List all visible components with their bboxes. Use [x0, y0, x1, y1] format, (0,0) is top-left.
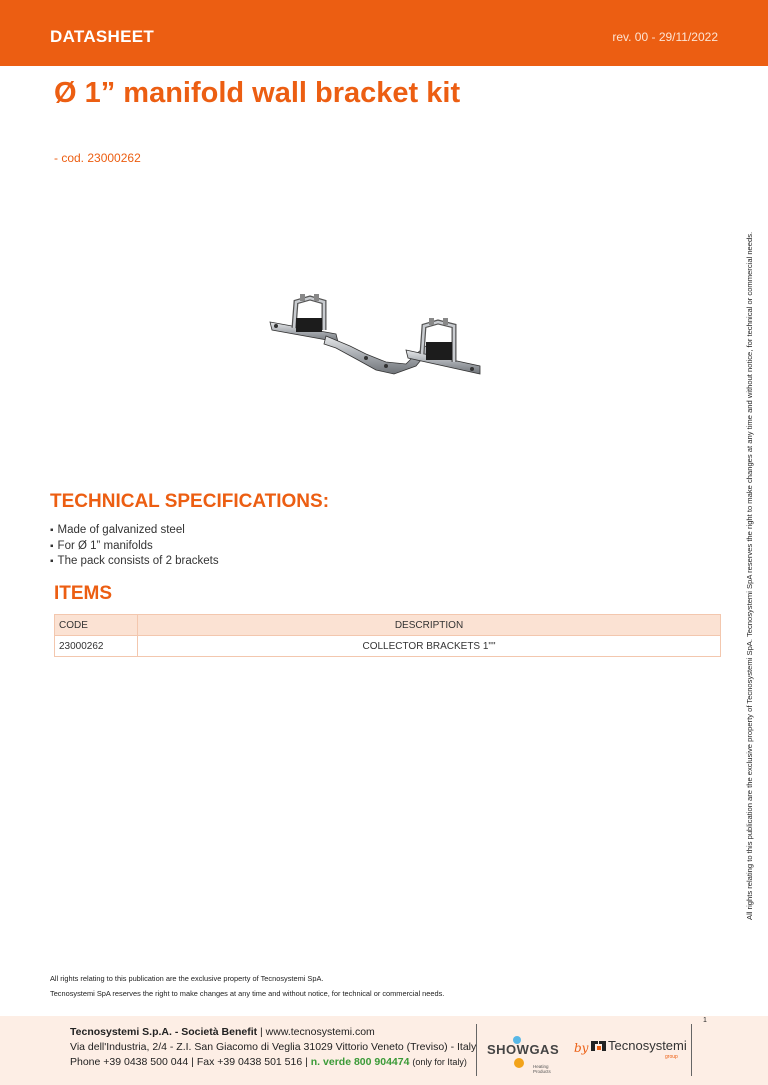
separator: | — [257, 1026, 266, 1038]
tecnosystemi-logo-text: Tecnosystemi — [608, 1038, 687, 1053]
company-name: Tecnosystemi S.p.A. - Società Benefit — [70, 1026, 258, 1038]
revision-date: rev. 00 - 29/11/2022 — [612, 30, 718, 44]
datasheet-label: DATASHEET — [50, 27, 155, 46]
footer-line-3 — [70, 1055, 476, 1070]
showgas-logo — [487, 1032, 567, 1072]
manifold-bracket-photo — [266, 288, 488, 388]
page-title: Ø 1” manifold wall bracket kit — [54, 77, 461, 109]
showgas-logo-text: SHOWGAS — [487, 1042, 560, 1057]
table-header-row — [55, 615, 721, 636]
separator: | — [302, 1056, 311, 1068]
by-label: by — [574, 1041, 589, 1055]
footer-address-block — [70, 1025, 476, 1070]
column-header-description: DESCRIPTION — [138, 615, 721, 636]
items-table — [54, 614, 721, 657]
divider — [691, 1024, 692, 1076]
phone-number: Phone +39 0438 500 044 — [70, 1056, 189, 1068]
tecnosystemi-group-label: group — [665, 1054, 678, 1060]
tecnosystemi-logo — [591, 1035, 687, 1065]
flame-icon — [514, 1058, 524, 1068]
specs-list — [50, 523, 219, 570]
rights-line-2: Tecnosystemi SpA reserves the right to make changes at any time and without notice, for technical or commercial needs. — [50, 989, 445, 998]
items-heading: ITEMS — [54, 583, 113, 604]
spec-item: ▪ The pack consists of 2 brackets — [50, 554, 219, 570]
rights-notice — [50, 971, 444, 1001]
rights-line-1: All rights relating to this publication are the exclusive property of Tecnosystemi SpA. — [50, 974, 324, 983]
toll-free-number: n. verde 800 904474 — [310, 1056, 410, 1068]
header-bar — [0, 0, 768, 66]
table-row — [55, 636, 721, 657]
rights-side-note: All rights relating to this publication are the exclusive property of Tecnosystemi SpA. Tecnosystemi SpA reserves the right to make changes at any time and without notice, for technical or commercial needs. — [745, 231, 754, 920]
cell-description: COLLECTOR BRACKETS 1"" — [138, 636, 721, 657]
footer-line-1 — [70, 1025, 476, 1040]
spec-item: ▪ For Ø 1” manifolds — [50, 539, 219, 555]
spec-item: ▪ Made of galvanized steel — [50, 523, 219, 539]
page-number: 1 — [703, 1017, 707, 1024]
specs-heading: TECHNICAL SPECIFICATIONS: — [50, 491, 330, 512]
column-header-code: CODE — [55, 615, 138, 636]
website-link[interactable]: www.tecnosystemi.com — [265, 1026, 375, 1038]
divider — [476, 1024, 477, 1076]
footer — [0, 1016, 768, 1085]
showgas-tagline: Heating Products — [533, 1064, 551, 1074]
tecnosystemi-mark-icon — [591, 1039, 607, 1055]
toll-free-note: (only for Italy) — [412, 1057, 467, 1067]
separator: | — [188, 1056, 197, 1068]
product-code: - cod. 23000262 — [54, 151, 141, 165]
cell-code: 23000262 — [55, 636, 138, 657]
fax-number: Fax +39 0438 501 516 — [196, 1056, 303, 1068]
company-address: Via dell'Industria, 2/4 - Z.I. San Giacomo di Veglia 31029 Vittorio Veneto (Treviso) - Italy — [70, 1041, 477, 1053]
